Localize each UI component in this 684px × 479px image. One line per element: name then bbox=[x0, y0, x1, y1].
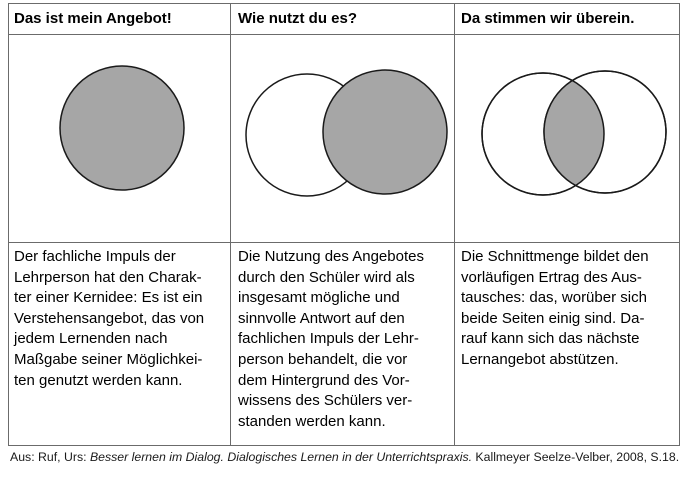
caption-prefix: Aus: Ruf, Urs: bbox=[10, 450, 90, 464]
figure-table bbox=[8, 3, 680, 446]
angebot-circle bbox=[60, 66, 184, 190]
nutzung-diagram bbox=[231, 37, 454, 244]
heading-nutzung: Wie nutzt du es? bbox=[238, 10, 358, 27]
heading-uebereinstimmung: Da stimmen wir überein. bbox=[461, 10, 635, 27]
angebot-diagram bbox=[9, 37, 230, 244]
header-divider bbox=[9, 34, 679, 35]
heading-angebot: Das ist mein Angebot! bbox=[14, 10, 172, 27]
text-nutzung: Die Nutzung des Angebotes durch den Schüler wird als insgesamt mögliche und sinnvolle Antwort auf den fachlichen Impuls der Lehr- person behandelt, die vor dem Hintergrund des Vor- wissens des Schülers ver- standen werden kann. bbox=[238, 248, 424, 430]
caption-book-title: Besser lernen im Dialog. Dialogisches Lernen in der Unterrichtspraxis. bbox=[89, 450, 473, 464]
caption-suffix: Kallmeyer Seelze-Velber, 2008, S.18. bbox=[472, 450, 680, 464]
text-angebot: Der fachliche Impuls der Lehrperson hat den Charak- ter einer Kernidee: Es ist ein Verstehensangebot, das von jedem Lernenden nach Maßgabe seiner Möglichkei- ten genutzt werden kann. bbox=[14, 248, 205, 389]
schnittmenge-diagram bbox=[455, 37, 679, 244]
schueler-circle bbox=[323, 70, 447, 194]
text-uebereinstimmung: Die Schnittmenge bildet den vorläufigen Ertrag des Aus- tausches: das, worüber sich beide Seiten einig sind. Da- rauf kann sich das nächste Lernangebot abstützen. bbox=[461, 248, 649, 368]
source-caption bbox=[10, 449, 680, 466]
